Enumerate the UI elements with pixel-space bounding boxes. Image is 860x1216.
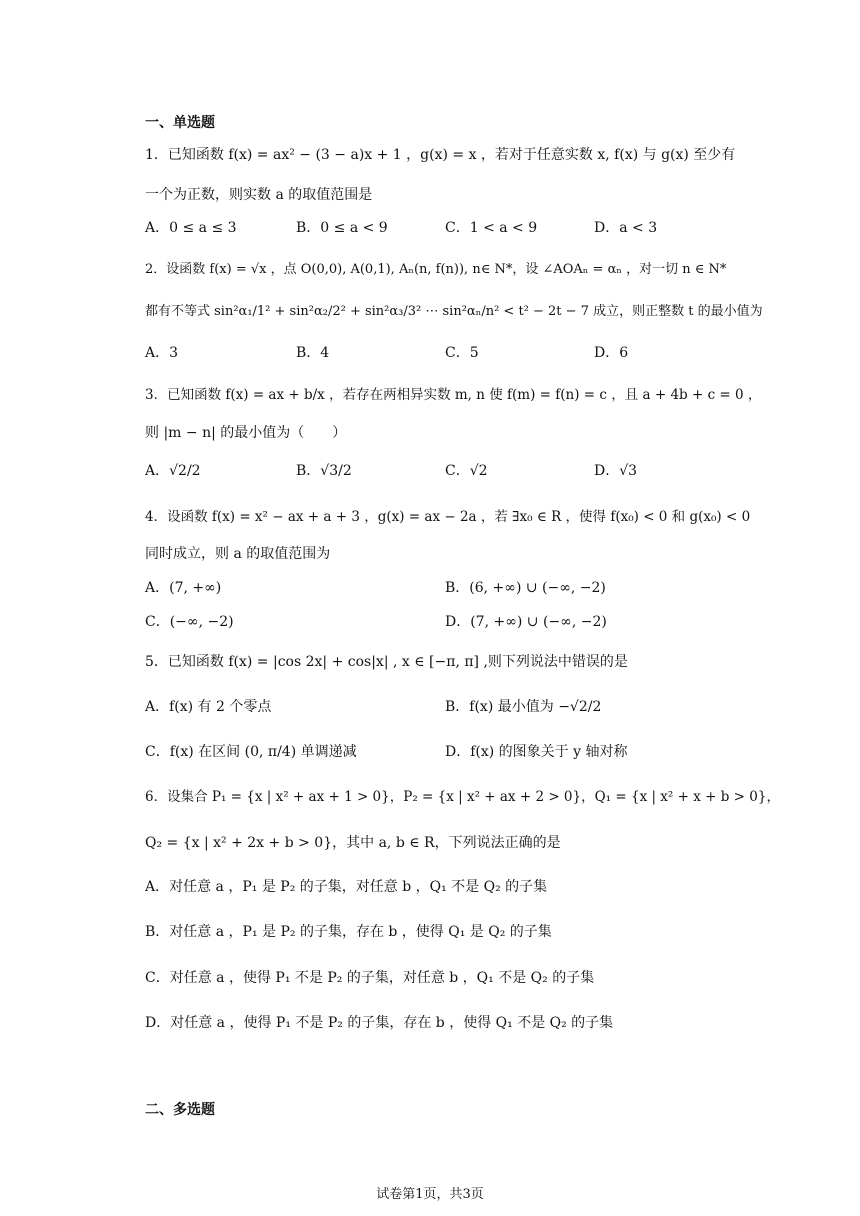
question-1-option-b: B．0 ≤ a < 9 [296, 220, 388, 236]
question-6-stem-line-2: Q₂ = {x | x² + 2x + b > 0}，其中 a, b ∈ R，下列说法正确的是 [145, 835, 561, 851]
section-heading-single-choice: 一、单选题 [145, 115, 215, 131]
question-4-option-c: C．(−∞, −2) [145, 614, 234, 630]
question-5-option-c: C．f(x) 在区间 (0, π/4) 单调递减 [145, 744, 357, 760]
question-1-stem-line-1: 1．已知函数 f(x) = ax² − (3 − a)x + 1 ，g(x) = x ，若对于任意实数 x, f(x) 与 g(x) 至少有 [145, 147, 736, 163]
question-6-option-c: C．对任意 a ，使得 P₁ 不是 P₂ 的子集，对任意 b ，Q₁ 不是 Q₂ 的子集 [145, 970, 595, 986]
question-3-option-c: C．√2 [445, 463, 488, 479]
question-2-stem-line-2: 都有不等式 sin²α₁/1² + sin²α₂/2² + sin²α₃/3² ⋯ sin²αₙ/n² < t² − 2t − 7 成立，则正整数 t 的最小值为 [145, 304, 763, 319]
question-3-stem-line-2: 则 |m − n| 的最小值为（ ） [145, 425, 347, 441]
question-5-option-b: B．f(x) 最小值为 −√2/2 [445, 699, 602, 715]
question-6-option-b: B．对任意 a ，P₁ 是 P₂ 的子集，存在 b ，使得 Q₁ 是 Q₂ 的子集 [145, 924, 552, 940]
question-2-stem-line-1: 2．设函数 f(x) = √x ，点 O(0,0), A(0,1), Aₙ(n, f(n)), n∈ N*，设 ∠AOAₙ = αₙ ，对一切 n ∈ N* [145, 262, 727, 277]
question-1-option-a: A．0 ≤ a ≤ 3 [145, 220, 237, 236]
question-3-option-b: B．√3/2 [296, 463, 352, 479]
question-5-option-d: D．f(x) 的图象关于 y 轴对称 [445, 744, 628, 760]
question-1-option-d: D．a < 3 [594, 220, 658, 236]
question-6-option-a: A．对任意 a ，P₁ 是 P₂ 的子集，对任意 b ，Q₁ 不是 Q₂ 的子集 [145, 879, 548, 895]
question-1-stem-line-2: 一个为正数，则实数 a 的取值范围是 [145, 187, 373, 203]
question-3-option-a: A．√2/2 [145, 463, 201, 479]
question-3-option-d: D．√3 [594, 463, 638, 479]
question-2-option-d: D．6 [594, 345, 629, 361]
question-4-stem-line-2: 同时成立，则 a 的取值范围为 [145, 546, 331, 562]
question-6-option-d: D．对任意 a ，使得 P₁ 不是 P₂ 的子集，存在 b ，使得 Q₁ 不是 Q₂ 的子集 [145, 1015, 614, 1031]
question-4-option-a: A．(7, +∞) [145, 580, 222, 596]
question-4-option-d: D．(7, +∞) ∪ (−∞, −2) [445, 614, 607, 630]
question-1-option-c: C．1 < a < 9 [445, 220, 538, 236]
question-5-stem: 5．已知函数 f(x) = |cos 2x| + cos|x| , x ∈ [−π, π] ,则下列说法中错误的是 [145, 654, 628, 670]
question-4-option-b: B．(6, +∞) ∪ (−∞, −2) [445, 580, 606, 596]
page-footer: 试卷第1页，共3页 [376, 1187, 484, 1202]
question-2-option-a: A．3 [145, 345, 179, 361]
question-2-option-c: C．5 [445, 345, 479, 361]
question-6-stem-line-1: 6．设集合 P₁ = {x | x² + ax + 1 > 0}，P₂ = {x | x² + ax + 2 > 0}，Q₁ = {x | x² + x + b > 0}， [145, 789, 780, 805]
question-2-option-b: B．4 [296, 345, 330, 361]
question-4-stem-line-1: 4．设函数 f(x) = x² − ax + a + 3 ，g(x) = ax − 2a ，若 ∃x₀ ∈ R ，使得 f(x₀) < 0 和 g(x₀) < 0 [145, 509, 751, 525]
question-5-option-a: A．f(x) 有 2 个零点 [145, 699, 272, 715]
question-3-stem-line-1: 3．已知函数 f(x) = ax + b/x ，若存在两相异实数 m, n 使 f(m) = f(n) = c ，且 a + 4b + c = 0 ， [145, 387, 762, 403]
section-heading-multiple-choice: 二、多选题 [145, 1102, 215, 1118]
